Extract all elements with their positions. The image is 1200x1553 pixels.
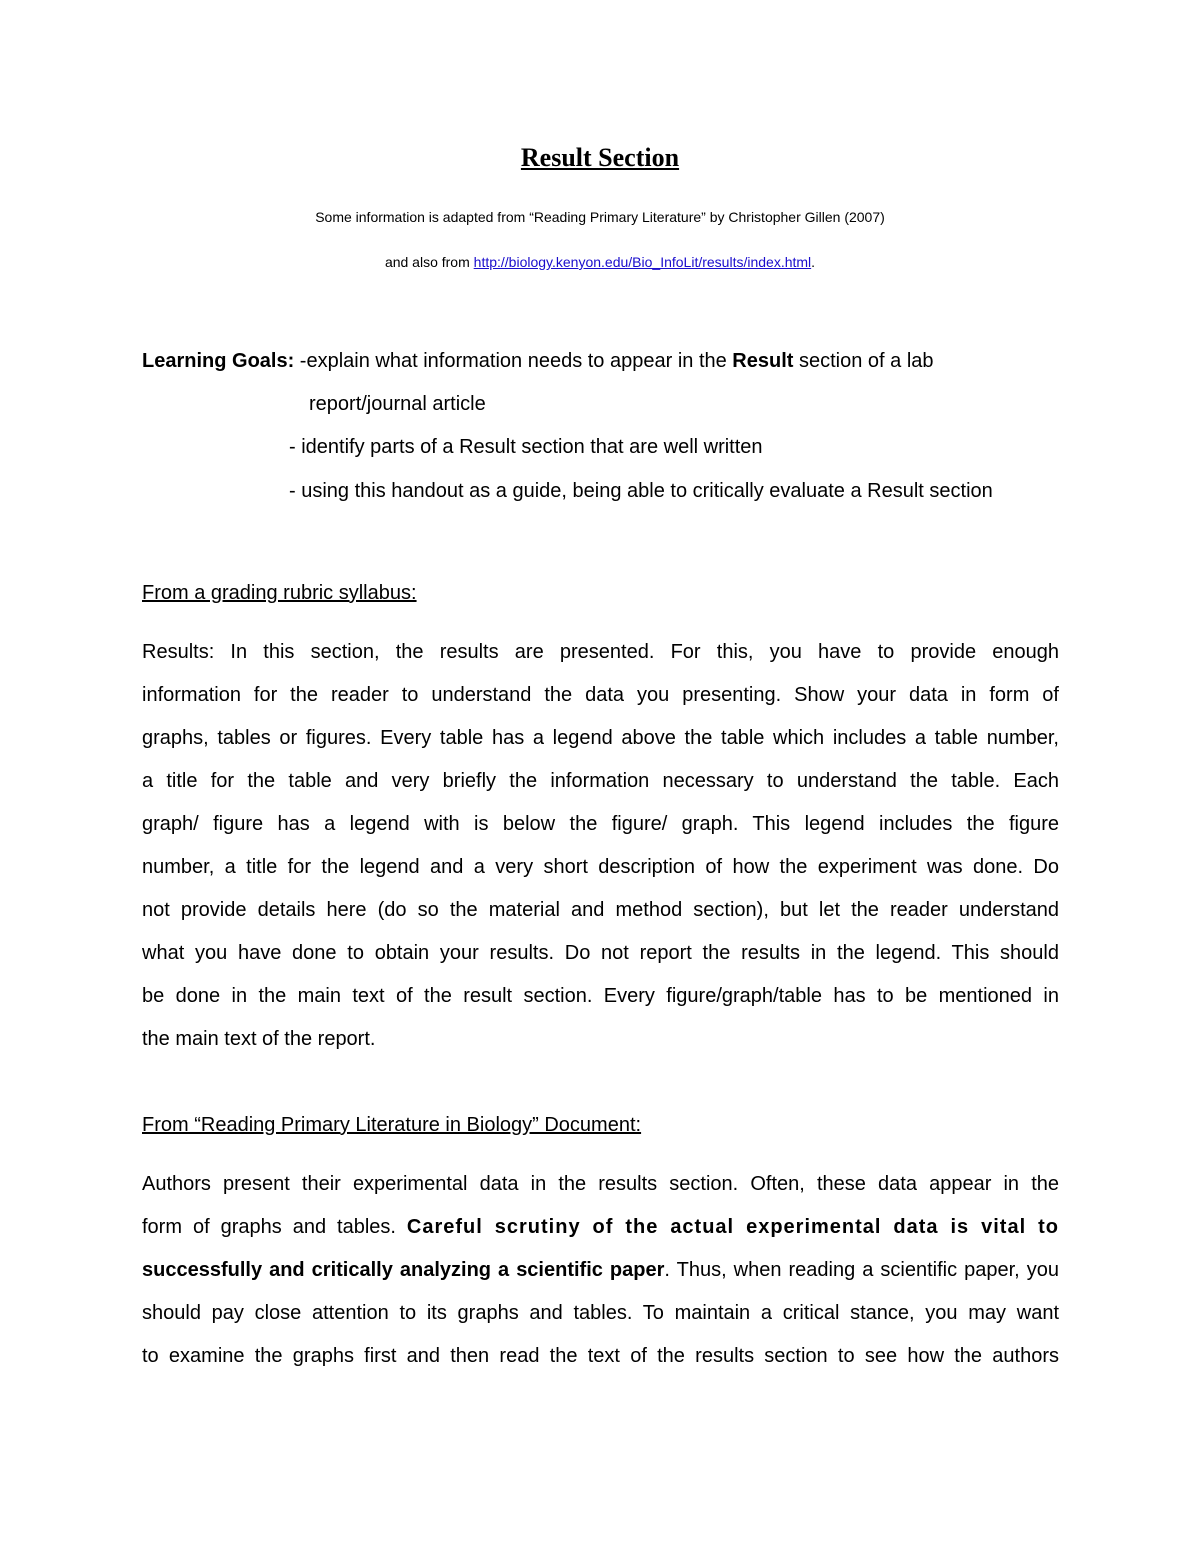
rubric-line: Results: In this section, the results are presented. For this, you have to provide enough bbox=[142, 641, 1059, 663]
learning-goal-3: - using this handout as a guide, being able to critically evaluate a Result section bbox=[289, 480, 993, 502]
reading-heading: From “Reading Primary Literature in Biology” Document: bbox=[142, 1114, 642, 1136]
reading-line-3-bold: successfully and critically analyzing a scientific paper bbox=[142, 1259, 665, 1281]
reading-line-2-text: form of graphs and tables. bbox=[142, 1216, 407, 1238]
goal1-text-b: section of a lab bbox=[793, 350, 934, 372]
learning-goal-2: - identify parts of a Result section that are well written bbox=[289, 436, 763, 458]
reading-line-3-text: . Thus, when reading a scientific paper, you bbox=[664, 1259, 1060, 1281]
rubric-line: graphs, tables or figures. Every table has a legend above the table which includes a table number, bbox=[142, 727, 1059, 749]
reading-line-2-bold: Careful scrutiny of the actual experimental data is vital to bbox=[406, 1216, 1059, 1238]
attribution-prefix: and also from bbox=[384, 254, 474, 270]
learning-goal-1 bbox=[142, 347, 934, 375]
rubric-line: what you have done to obtain your results. Do not report the results in the legend. This should bbox=[142, 942, 1059, 964]
learning-goals-label: Learning Goals: bbox=[142, 350, 295, 372]
learning-goal-1-continued: report/journal article bbox=[309, 393, 486, 415]
reading-line-5: to examine the graphs first and then read the text of the results section to see how the authors bbox=[142, 1345, 1059, 1367]
rubric-line: not provide details here (do so the material and method section), but let the reader understand bbox=[142, 899, 1059, 921]
rubric-line: graph/ figure has a legend with is below the figure/ graph. This legend includes the figure bbox=[142, 813, 1059, 835]
reading-line-3 bbox=[142, 1256, 1059, 1284]
goal1-text-a: -explain what information needs to appear in the bbox=[294, 350, 733, 372]
rubric-line: the main text of the report. bbox=[142, 1028, 376, 1050]
reading-line-4: should pay close attention to its graphs and tables. To maintain a critical stance, you may want bbox=[142, 1302, 1059, 1324]
rubric-line: a title for the table and very briefly the information necessary to understand the table. Each bbox=[142, 770, 1059, 792]
rubric-heading: From a grading rubric syllabus: bbox=[142, 582, 417, 604]
goal1-text-bold: Result bbox=[732, 350, 794, 372]
rubric-line: information for the reader to understand the data you presenting. Show your data in form of bbox=[142, 684, 1059, 706]
rubric-line: be done in the main text of the result section. Every figure/graph/table has to be mentioned in bbox=[142, 985, 1059, 1007]
reading-line-2 bbox=[142, 1213, 1059, 1241]
reading-line-1: Authors present their experimental data in the results section. Often, these data appear in the bbox=[142, 1173, 1059, 1195]
source-link[interactable]: http://biology.kenyon.edu/Bio_InfoLit/results/index.html bbox=[473, 254, 812, 270]
rubric-line: number, a title for the legend and a very short description of how the experiment was done. Do bbox=[142, 856, 1059, 878]
attribution-line-1: Some information is adapted from “Reading Primary Literature” by Christopher Gillen (2007) bbox=[315, 209, 885, 225]
attribution-suffix: . bbox=[811, 254, 816, 270]
attribution-line-2 bbox=[0, 248, 1200, 276]
page-title: Result Section bbox=[520, 143, 680, 172]
